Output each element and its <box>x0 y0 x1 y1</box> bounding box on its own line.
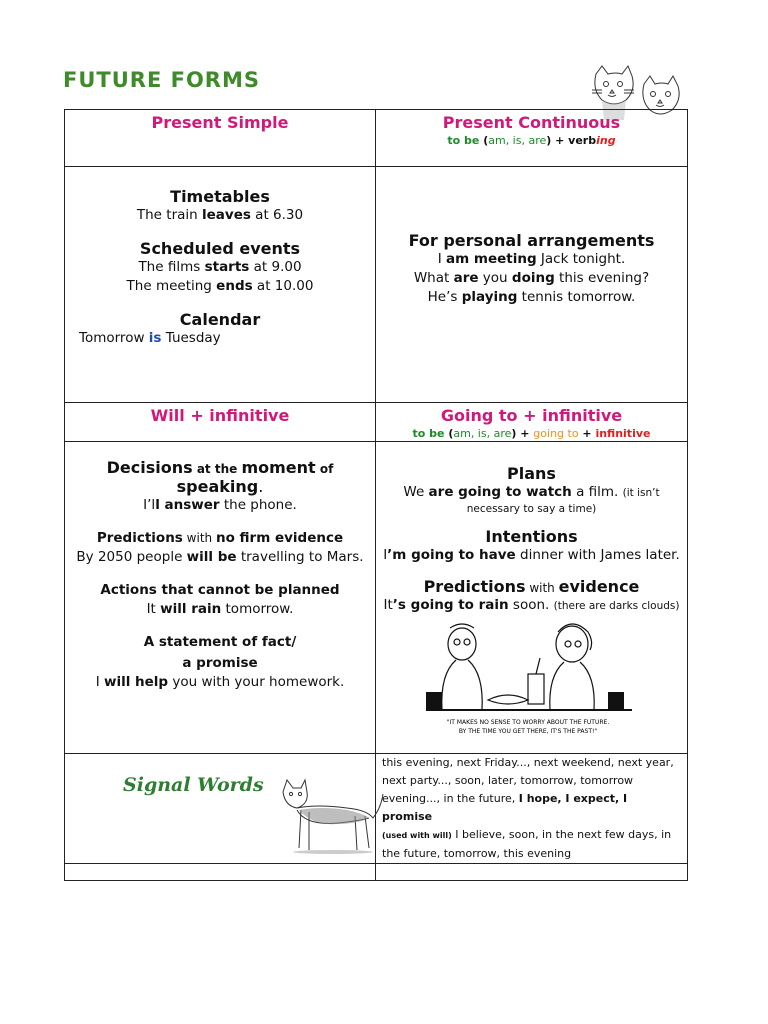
present-simple-header-cell <box>65 110 376 167</box>
pc-example-2: What are you doing this evening? <box>413 270 650 286</box>
statement-heading-1: A statement of fact/ <box>143 634 297 650</box>
calendar-heading: Calendar <box>179 310 261 329</box>
signal-line-3: evening..., in the future, I hope, I expect, I promise <box>382 792 628 823</box>
signal-line-5: the future, tomorrow, this evening <box>382 847 572 860</box>
present-simple-header: Present Simple <box>151 113 289 132</box>
scheduled-example-2: The meeting ends at 10.00 <box>126 278 314 294</box>
going-to-header: Going to + infinitive <box>440 406 623 425</box>
will-header: Will + infinitive <box>150 406 290 425</box>
signal-words-cell <box>376 754 688 864</box>
actions-example: It will rain tomorrow. <box>146 601 294 617</box>
pc-example-3: He’s playing tennis tomorrow. <box>427 289 636 305</box>
plans-note: necessary to say a time) <box>466 503 597 515</box>
decisions-heading: Decisions at the moment of speaking. <box>106 458 334 496</box>
plans-example: We are going to watch a film. (it isn’t <box>403 484 660 500</box>
signal-line-1: this evening, next Friday..., next weekend, next year, <box>382 756 674 769</box>
statement-heading-2: a promise <box>182 655 258 671</box>
present-simple-cell <box>65 167 376 403</box>
predictions-evidence-example: It’s going to rain soon. (there are darks clouds) <box>383 597 680 613</box>
present-continuous-formula: to be (am, is, are) + verbing <box>447 134 616 147</box>
signal-words-label-cell <box>65 754 376 864</box>
predictions-no-evidence-heading: Predictions with no firm evidence <box>96 530 344 546</box>
predictions-example: By 2050 people will be travelling to Mars. <box>76 549 364 565</box>
signal-words-title: Signal Words <box>123 774 264 796</box>
cartoon-caption-line-2: BY THE TIME YOU GET THERE, IT'S THE PAST!" <box>458 728 597 735</box>
empty-cell-left <box>65 864 376 881</box>
scheduled-events-heading: Scheduled events <box>139 239 301 258</box>
empty-cell-right <box>376 864 688 881</box>
cartoon-illustration <box>422 622 642 738</box>
personal-arrangements-heading: For personal arrangements <box>408 231 655 250</box>
present-continuous-cell <box>376 167 688 403</box>
predictions-evidence-heading: Predictions with evidence <box>423 577 640 596</box>
statement-example: I will help you with your homework. <box>95 674 345 690</box>
calendar-example: Tomorrow is Tuesday <box>79 330 221 346</box>
present-continuous-header-cell <box>376 110 688 167</box>
will-header-cell <box>65 403 376 442</box>
going-to-cell <box>376 442 688 754</box>
signal-line-2: next party..., soon, later, tomorrow, tomorrow <box>382 774 634 787</box>
decisions-example: I’ll answer the phone. <box>143 497 297 513</box>
going-to-header-cell <box>376 403 688 442</box>
pc-example-1: I am meeting Jack tonight. <box>437 251 626 267</box>
going-to-formula: to be (am, is, are) + going to + infinitive <box>412 427 651 440</box>
signal-line-4: (used with will) I believe, soon, in the next few days, in <box>382 828 672 841</box>
plans-heading: Plans <box>507 464 556 483</box>
timetables-example: The train leaves at 6.30 <box>136 207 304 223</box>
scheduled-example-1: The films starts at 9.00 <box>138 259 302 275</box>
future-forms-table <box>64 109 688 881</box>
timetables-heading: Timetables <box>170 187 270 206</box>
intentions-example: I’m going to have dinner with James later. <box>383 547 680 563</box>
intentions-heading: Intentions <box>485 527 578 546</box>
walking-cat-illustration <box>277 778 387 854</box>
will-cell <box>65 442 376 754</box>
page-title: FUTURE FORMS <box>63 68 260 92</box>
actions-heading: Actions that cannot be planned <box>100 582 340 598</box>
present-continuous-header: Present Continuous <box>442 113 621 132</box>
cartoon-caption-line-1: "IT MAKES NO SENSE TO WORRY ABOUT THE FUTURE. <box>446 719 609 726</box>
